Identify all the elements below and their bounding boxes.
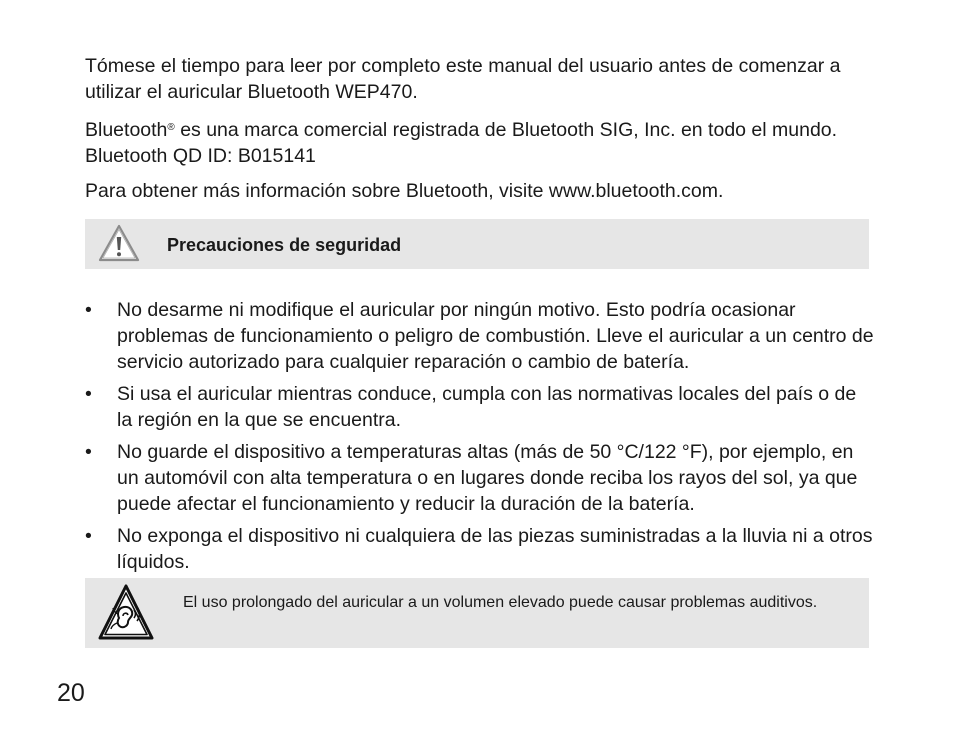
safety-precautions-header bbox=[85, 219, 869, 269]
list-item bbox=[85, 439, 875, 517]
hearing-warning-icon bbox=[97, 583, 155, 643]
list-item bbox=[85, 381, 875, 433]
warning-triangle-icon bbox=[98, 224, 140, 262]
intro-paragraph-3: Para obtener más información sobre Bluetooth, visite www.bluetooth.com. bbox=[85, 180, 724, 202]
list-item-text: No exponga el dispositivo ni cualquiera de las piezas suministradas a la lluvia ni a otros líquidos. bbox=[117, 525, 873, 573]
bullet-marker: • bbox=[85, 525, 92, 547]
registered-mark: ® bbox=[167, 122, 175, 133]
bullet-marker: • bbox=[85, 441, 92, 463]
safety-list bbox=[85, 297, 875, 581]
bullet-marker: • bbox=[85, 299, 92, 321]
hearing-warning-text: El uso prolongado del auricular a un volumen elevado puede causar problemas auditivos. bbox=[183, 594, 818, 611]
page-number: 20 bbox=[57, 679, 85, 707]
hearing-warning-notice bbox=[85, 578, 869, 648]
list-item-text: No guarde el dispositivo a temperaturas altas (más de 50 °C/122 °F), por ejemplo, en un automóvil con alta temperatura o en lugares donde reciba los rayos del sol, ya que puede afectar el funcionamiento y reducir la duración de la batería. bbox=[117, 441, 858, 515]
safety-title: Precauciones de seguridad bbox=[167, 235, 402, 255]
list-item bbox=[85, 523, 875, 575]
bluetooth-brand: Bluetooth bbox=[85, 119, 168, 141]
list-item-text: Si usa el auricular mientras conduce, cumpla con las normativas locales del país o de la región en la que se encuentra. bbox=[117, 383, 857, 431]
list-item bbox=[85, 297, 875, 375]
list-item-text: No desarme ni modifique el auricular por ningún motivo. Esto podría ocasionar problemas de funcionamiento o peligro de combustión. Lleve el auricular a un centro de servicio autorizado para cualquier reparación o cambio de batería. bbox=[117, 299, 874, 373]
bullet-marker: • bbox=[85, 383, 92, 405]
intro-paragraph-1: Tómese el tiempo para leer por completo este manual del usuario antes de comenzar a utilizar el auricular Bluetooth WEP470. bbox=[85, 55, 841, 103]
intro-paragraph-2 bbox=[85, 117, 875, 169]
intro-paragraph-2-rest: es una marca comercial registrada de Bluetooth SIG, Inc. en todo el mundo. Bluetooth QD ID: B015141 bbox=[85, 119, 838, 167]
